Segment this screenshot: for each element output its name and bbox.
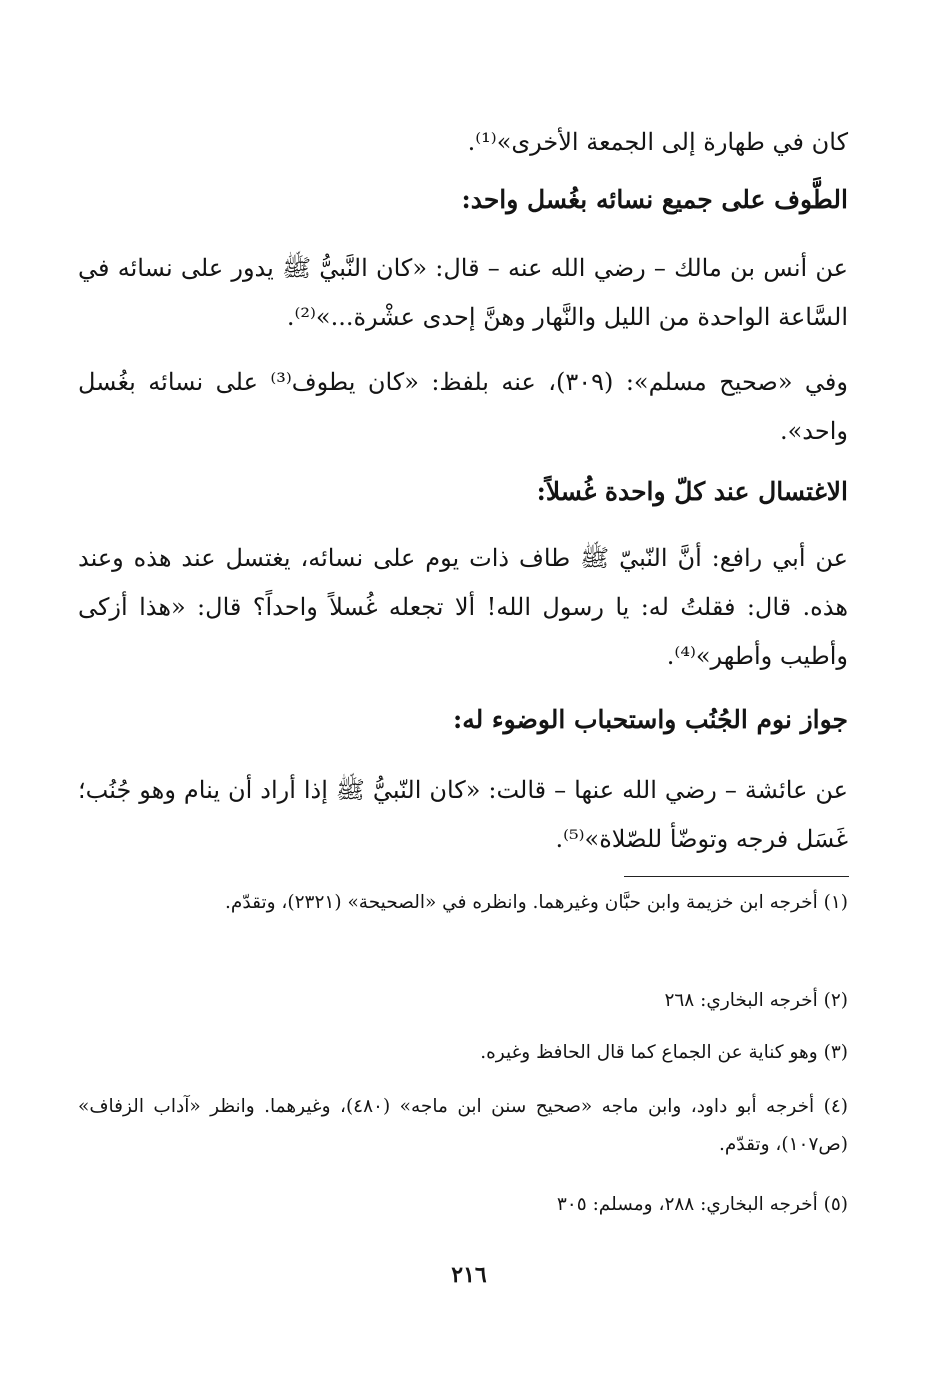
section-heading: الاغتسال عند كلّ واحدة غُسلاً: — [536, 477, 848, 506]
footnote: (٥) أخرجه البخاري: ٢٨٨، ومسلم: ٣٠٥ — [556, 1194, 848, 1215]
body-paragraph: عن أنس بن مالك – رضي الله عنه – قال: «كان النَّبيُّ ﷺ يدور على نسائه في السَّاعة الواحدة من الليل والنَّهار وهنَّ إحدى عشْرة...»⁽²⁾. — [78, 254, 848, 331]
footnote: (١) أخرجه ابن خزيمة وابن حبَّان وغيرهما. وانظره في «الصحيحة» (٢٣٢١)، وتقدّم. — [225, 892, 848, 913]
page-number: ٢١٦ — [451, 1262, 487, 1288]
section-heading: الطَّوف على جميع نسائه بغُسل واحد: — [461, 185, 848, 214]
footnote: (٤) أخرجه أبو داود، وابن ماجه «صحيح سنن ابن ماجه» (٤٨٠)، وغيرهما. وانظر «آداب الزفاف» (ص١٠٧)، وتقدّم. — [78, 1096, 849, 1155]
footnote-divider — [624, 876, 849, 877]
body-paragraph: عن عائشة – رضي الله عنها – قالت: «كان النّبيُّ ﷺ إذا أراد أن ينام وهو جُنُب؛ غَسَل فرجه وتوضّأ للصّلاة»⁽⁵⁾. — [78, 776, 848, 853]
section-heading: جواز نوم الجُنُب واستحباب الوضوء له: — [452, 705, 848, 734]
body-paragraph: كان في طهارة إلى الجمعة الأخرى»⁽¹⁾. — [467, 128, 848, 156]
footnote: (٣) وهو كناية عن الجماع كما قال الحافظ وغيره. — [480, 1042, 848, 1063]
body-paragraph: عن أبي رافع: أنَّ النّبيّ ﷺ طاف ذات يوم على نسائه، يغتسل عند هذه وعند هذه. قال: فقلتُ له: يا رسول الله! ألا تجعله غُسلاً واحداً؟ قال: «هذا أزكى وأطيب وأطهر»⁽⁴⁾. — [78, 544, 848, 670]
footnote: (٢) أخرجه البخاري: ٢٦٨ — [664, 990, 848, 1011]
body-paragraph: وفي «صحيح مسلم»: (٣٠٩)، عنه بلفظ: «كان يطوف⁽³⁾ على نسائه بغُسل واحد». — [78, 368, 848, 445]
